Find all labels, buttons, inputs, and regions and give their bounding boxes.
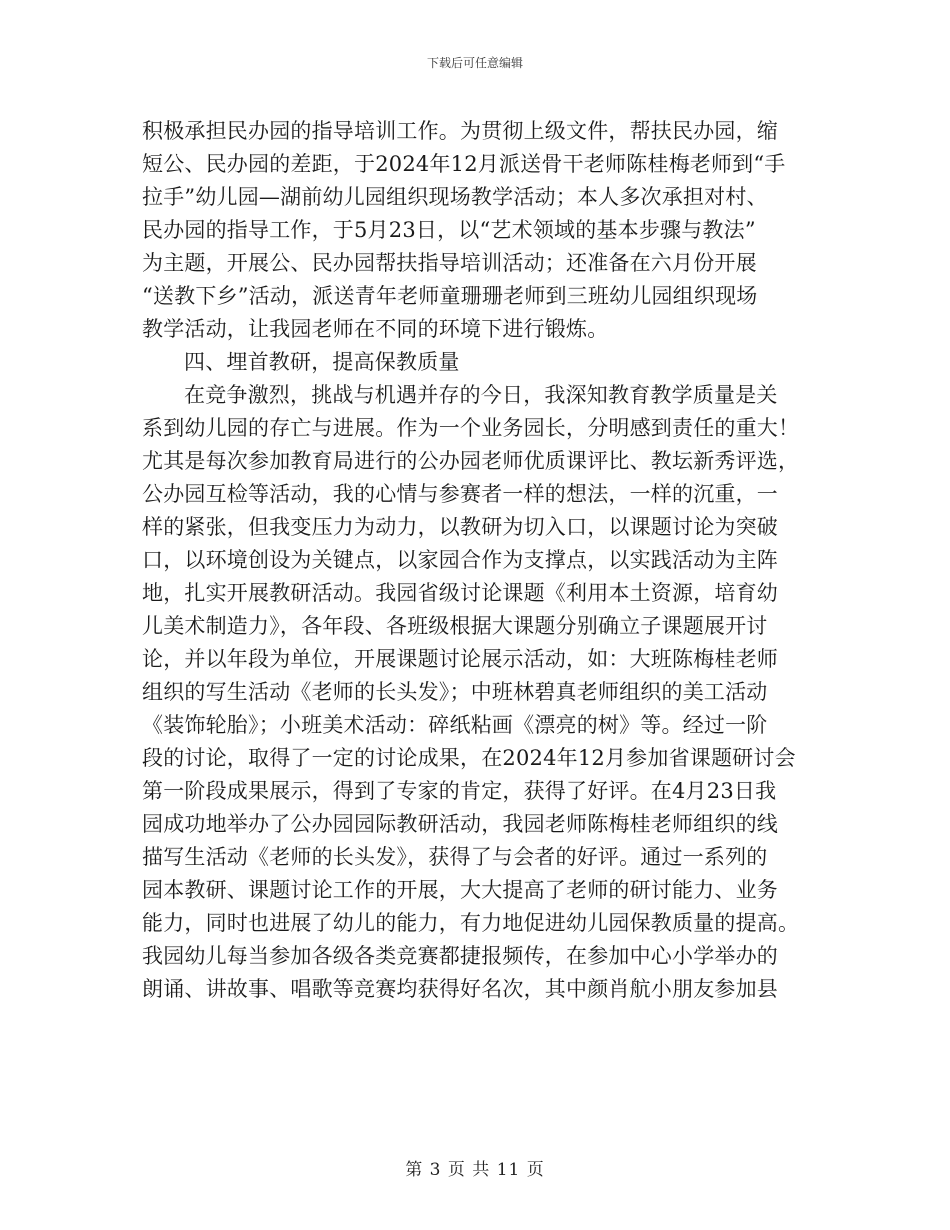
paragraph-line: 园成功地举办了公办园园际教研活动，我园老师陈梅桂老师组织的线: [142, 812, 778, 836]
paragraph-line: 组织的写生活动《老师的长头发》；中班林碧真老师组织的美工活动: [142, 680, 768, 704]
paragraph-line: 园本教研、课题讨论工作的开展，大大提高了老师的研讨能力、业务: [142, 878, 778, 902]
page-header: 下载后可任意编辑: [426, 56, 523, 70]
paragraph-line: 第一阶段成果展示，得到了专家的肯定，获得了好评。在4月23日我: [142, 779, 777, 803]
paragraph-line: 积极承担民办园的指导培训工作。为贯彻上级文件，帮扶民办园，缩: [142, 119, 778, 143]
paragraph-line: 《装饰轮胎》；小班美术活动：碎纸粘画《漂亮的树》等。经过一阶: [142, 713, 768, 737]
paragraph-line: 拉手”幼儿园—湖前幼儿园组织现场教学活动；本人多次承担对村、: [142, 185, 768, 209]
paragraph-line: 为主题，开展公、民办园帮扶指导培训活动；还准备在六月份开展: [142, 251, 757, 275]
paragraph-line: 尤其是每次参加教育局进行的公办园老师优质课评比、教坛新秀评选，: [142, 449, 800, 473]
paragraph-line: “送教下乡”活动，派送青年老师童珊珊老师到三班幼儿园组织现场: [142, 284, 758, 308]
paragraph-line: 教学活动，让我园老师在不同的环境下进行锻炼。: [142, 317, 609, 341]
document-body: [142, 115, 808, 1006]
paragraph-line: 能力，同时也进展了幼儿的能力，有力地促进幼儿园保教质量的提高。: [142, 911, 800, 935]
paragraph-line: 地，扎实开展教研活动。我园省级讨论课题《利用本土资源，培育幼: [142, 581, 778, 605]
section-heading: 四、埋首教研，提高保教质量: [184, 350, 460, 374]
paragraph-line: 描写生活动《老师的长头发》，获得了与会者的好评。通过一系列的: [142, 845, 768, 869]
paragraph-line: 我园幼儿每当参加各级各类竞赛都捷报频传，在参加中心小学举办的: [142, 944, 778, 968]
paragraph-line: 论，并以年段为单位，开展课题讨论展示活动，如：大班陈梅桂老师: [142, 647, 778, 671]
paragraph-line: 朗诵、讲故事、唱歌等竞赛均获得好名次，其中颜肖航小朋友参加县: [142, 977, 778, 1001]
paragraph-line: 在竞争激烈，挑战与机遇并存的今日，我深知教育教学质量是关: [184, 383, 778, 407]
page-number-footer: 第 3 页 共 11 页: [405, 1160, 545, 1180]
paragraph-line: 短公、民办园的差距，于2024年12月派送骨干老师陈桂梅老师到“手: [142, 152, 786, 176]
paragraph-line: 口，以环境创设为关键点，以家园合作为支撑点，以实践活动为主阵: [142, 548, 778, 572]
paragraph-line: 系到幼儿园的存亡与进展。作为一个业务园长，分明感到责任的重大！: [142, 416, 800, 440]
paragraph-line: 样的紧张，但我变压力为动力，以教研为切入口，以课题讨论为突破: [142, 515, 778, 539]
paragraph-line: 段的讨论，取得了一定的讨论成果，在2024年12月参加省课题研讨会: [142, 746, 796, 770]
paragraph-line: 儿美术制造力》，各年段、各班级根据大课题分别确立子课题展开讨: [142, 614, 768, 638]
paragraph-line: 民办园的指导工作，于5月23日，以“艺术领域的基本步骤与教法”: [142, 218, 756, 242]
paragraph-line: 公办园互检等活动，我的心情与参赛者一样的想法，一样的沉重，一: [142, 482, 778, 506]
